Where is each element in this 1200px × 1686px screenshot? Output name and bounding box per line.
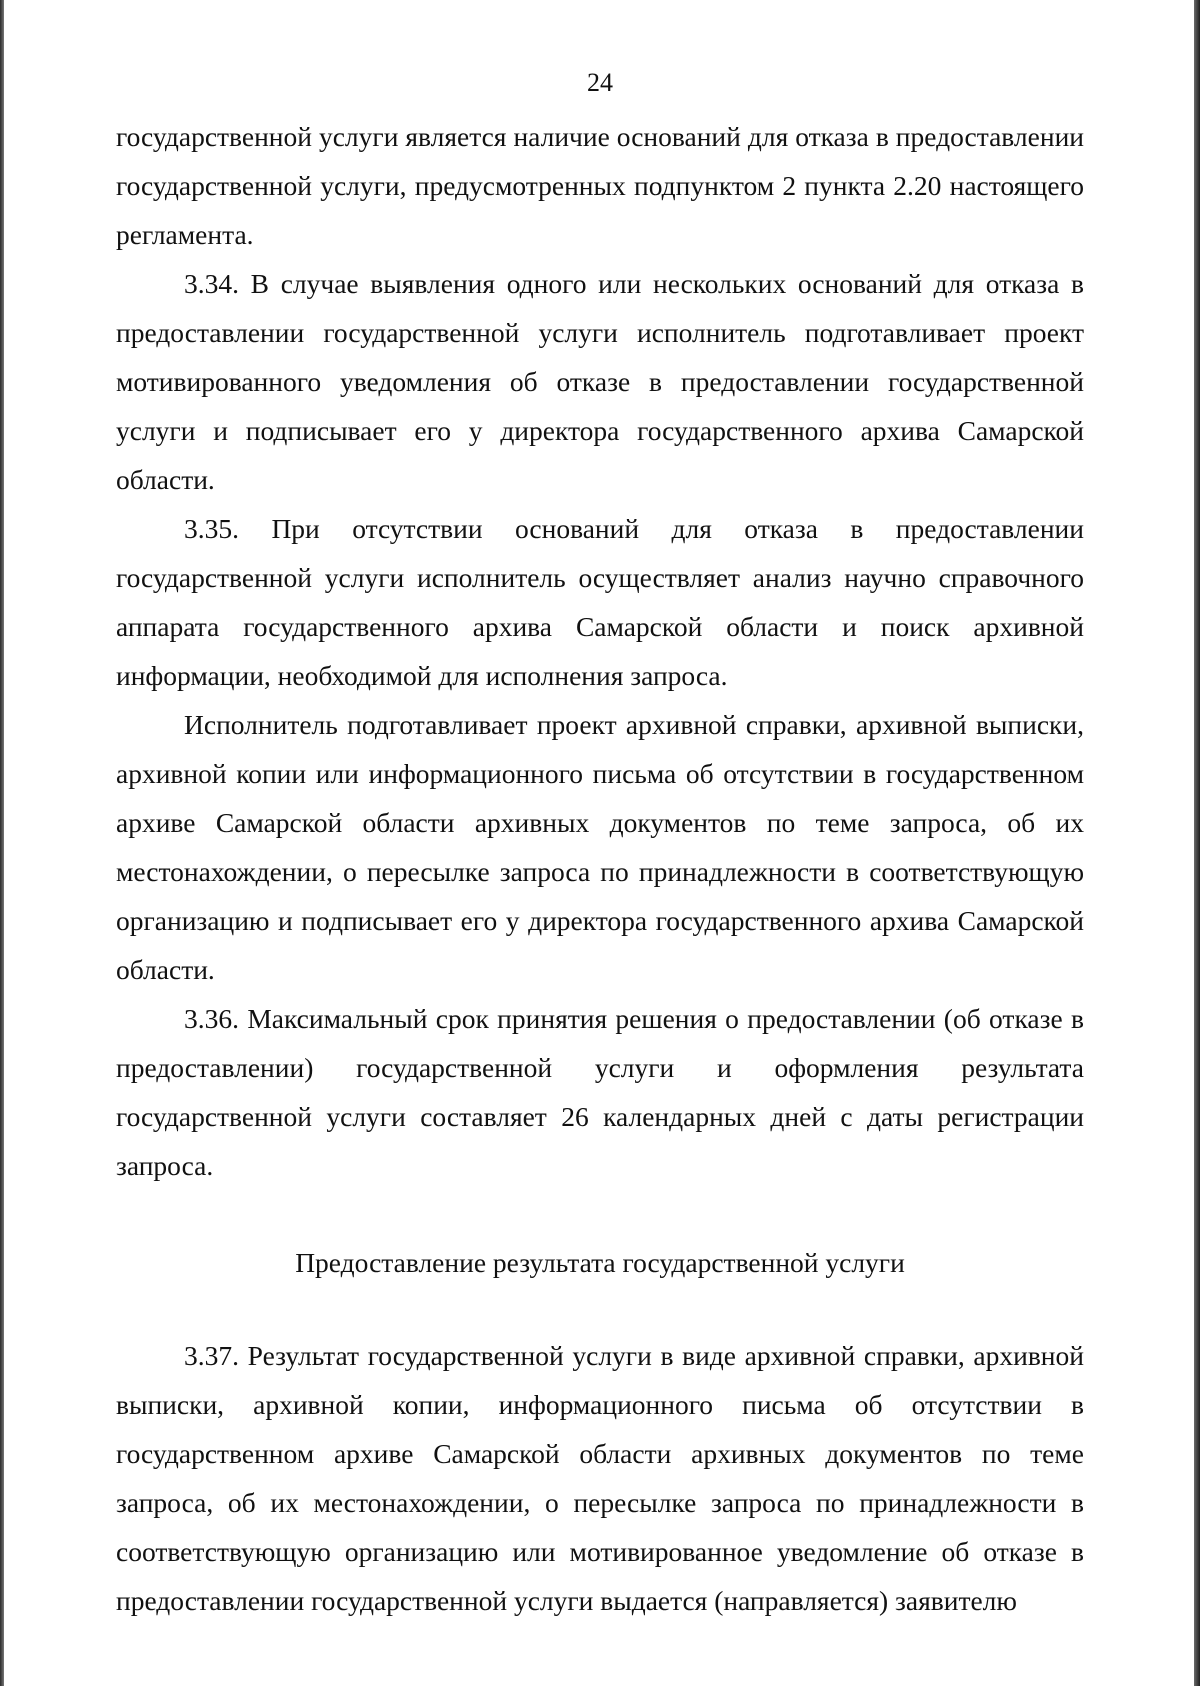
- paragraph-3-36: 3.36. Максимальный срок принятия решения о предоставлении (об отказе в предоставлении) государственной услуги и оформления результата государственной услуги составляет 26 календарных дней с даты регистрации запроса.: [116, 1003, 1084, 1181]
- page-number: 24: [587, 68, 613, 97]
- paragraph-3-35: 3.35. При отсутствии оснований для отказа в предоставлении государственной услуги исполнитель осуществляет анализ научно справочного аппарата государственного архива Самарской области и поиск архивной информации, необходимой для исполнения запроса.: [116, 513, 1084, 691]
- paragraph-continuation: государственной услуги является наличие оснований для отказа в предоставлении государственной услуги, предусмотренных подпунктом 2 пункта 2.20 настоящего регламента.: [116, 121, 1084, 250]
- paragraph-3-34: 3.34. В случае выявления одного или нескольких оснований для отказа в предоставлении государственной услуги исполнитель подготавливает проект мотивированного уведомления об отказе в предоставлении государственной услуги и подписывает его у директора государственного архива Самарской области.: [116, 268, 1084, 495]
- scan-edge-left: [0, 0, 4, 1686]
- scan-edge-right: [1194, 0, 1200, 1686]
- section-heading: Предоставление результата государственной услуги: [295, 1247, 905, 1278]
- paragraph-3-37: 3.37. Результат государственной услуги в виде архивной справки, архивной выписки, архивной копии, информационного письма об отсутствии в государственном архиве Самарской области архивных документов по теме запроса, об их местонахождении, о пересылке запроса по принадлежности в соответствующую организацию или мотивированное уведомление об отказе в предоставлении государственной услуги выдается (направляется) заявителю: [116, 1340, 1084, 1616]
- paragraph-executor: Исполнитель подготавливает проект архивной справки, архивной выписки, архивной копии или информационного письма об отсутствии в государственном архиве Самарской области архивных документов по теме запроса, об их местонахождении, о пересылке запроса по принадлежности в соответствующую организацию и подписывает его у директора государственного архива Самарской области.: [116, 709, 1084, 985]
- document-body: [116, 112, 1084, 1625]
